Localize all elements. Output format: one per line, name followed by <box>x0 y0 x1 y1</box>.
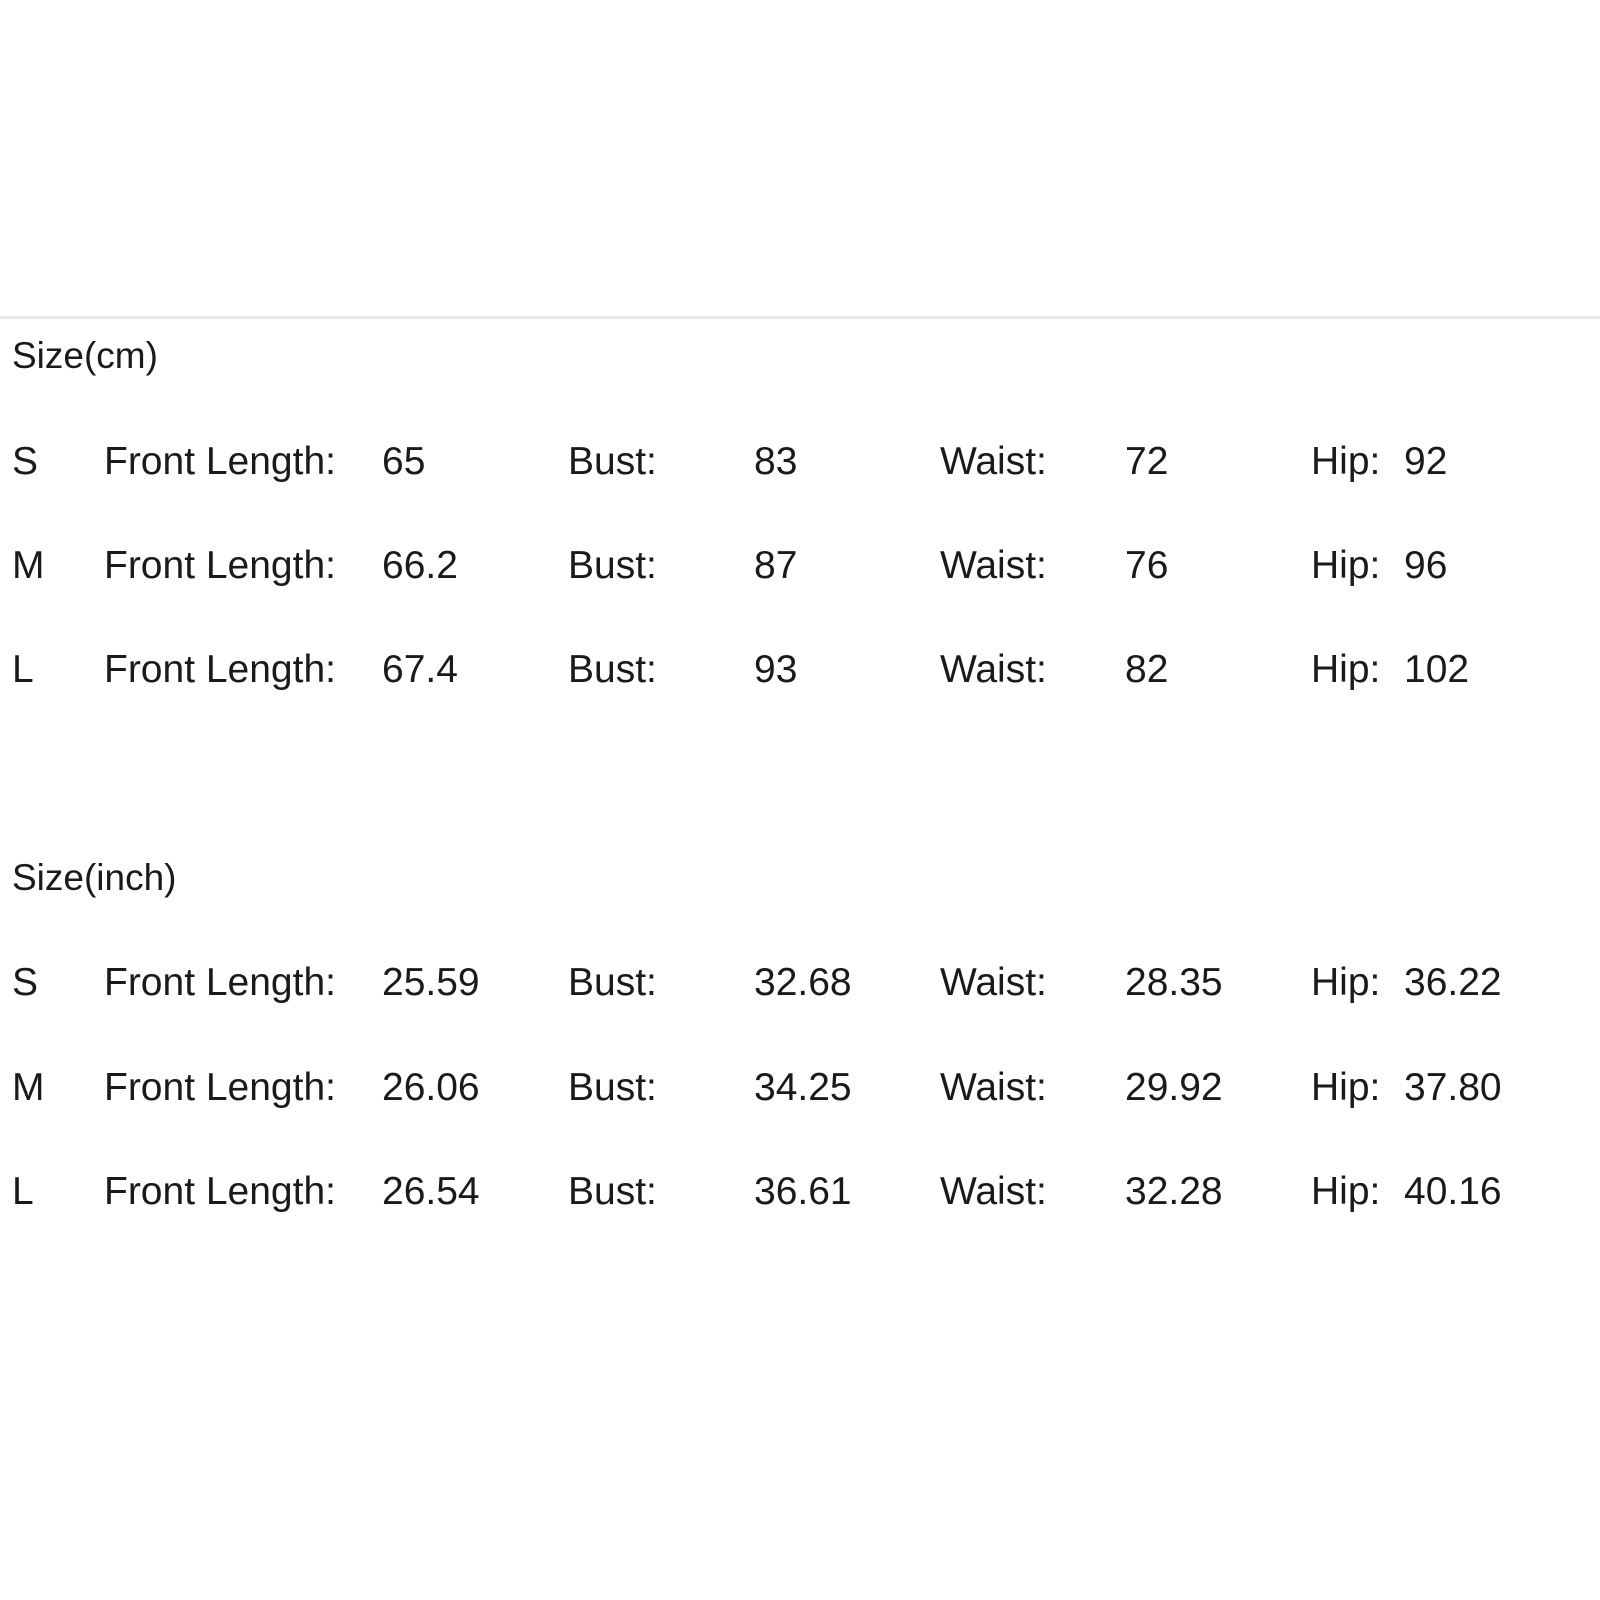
front-length-value: 25.59 <box>382 961 480 1004</box>
waist-value: 82 <box>1125 648 1169 691</box>
waist-value: 76 <box>1125 544 1169 587</box>
waist-value: 32.28 <box>1125 1170 1223 1213</box>
bust-label: Bust: <box>568 961 657 1004</box>
waist-label: Waist: <box>940 440 1047 483</box>
top-divider <box>0 316 1600 319</box>
bust-label: Bust: <box>568 544 657 587</box>
hip-label: Hip: <box>1311 1066 1381 1109</box>
bust-label: Bust: <box>568 440 657 483</box>
waist-value: 29.92 <box>1125 1066 1223 1109</box>
size-label: M <box>12 1066 45 1109</box>
hip-value: 102 <box>1404 648 1470 691</box>
front-length-value: 65 <box>382 440 426 483</box>
hip-label: Hip: <box>1311 440 1381 483</box>
front-length-value: 26.54 <box>382 1170 480 1213</box>
hip-value: 92 <box>1404 440 1448 483</box>
bust-value: 83 <box>754 440 798 483</box>
table-row <box>0 645 1600 695</box>
front-length-value: 26.06 <box>382 1066 480 1109</box>
waist-label: Waist: <box>940 1170 1047 1213</box>
size-label: M <box>12 544 45 587</box>
front-length-label: Front Length: <box>104 544 336 587</box>
bust-label: Bust: <box>568 1066 657 1109</box>
bust-value: 36.61 <box>754 1170 852 1213</box>
hip-value: 36.22 <box>1404 961 1502 1004</box>
bust-value: 34.25 <box>754 1066 852 1109</box>
front-length-label: Front Length: <box>104 961 336 1004</box>
bust-value: 32.68 <box>754 961 852 1004</box>
front-length-value: 67.4 <box>382 648 458 691</box>
hip-label: Hip: <box>1311 544 1381 587</box>
section-title-cm: Size(cm) <box>12 335 158 376</box>
front-length-label: Front Length: <box>104 440 336 483</box>
hip-value: 96 <box>1404 544 1448 587</box>
waist-value: 28.35 <box>1125 961 1223 1004</box>
bust-value: 87 <box>754 544 798 587</box>
size-label: S <box>12 440 39 483</box>
waist-label: Waist: <box>940 648 1047 691</box>
waist-label: Waist: <box>940 544 1047 587</box>
waist-label: Waist: <box>940 961 1047 1004</box>
table-row <box>0 1167 1600 1217</box>
size-label: S <box>12 961 39 1004</box>
waist-label: Waist: <box>940 1066 1047 1109</box>
hip-value: 37.80 <box>1404 1066 1502 1109</box>
front-length-value: 66.2 <box>382 544 458 587</box>
bust-value: 93 <box>754 648 798 691</box>
table-row <box>0 437 1600 487</box>
size-label: L <box>12 648 34 691</box>
front-length-label: Front Length: <box>104 1066 336 1109</box>
table-row <box>0 1063 1600 1113</box>
table-row <box>0 958 1600 1008</box>
bust-label: Bust: <box>568 1170 657 1213</box>
hip-label: Hip: <box>1311 648 1381 691</box>
waist-value: 72 <box>1125 440 1169 483</box>
table-row <box>0 541 1600 591</box>
bust-label: Bust: <box>568 648 657 691</box>
section-title-inch: Size(inch) <box>12 857 177 898</box>
hip-label: Hip: <box>1311 1170 1381 1213</box>
hip-label: Hip: <box>1311 961 1381 1004</box>
hip-value: 40.16 <box>1404 1170 1502 1213</box>
front-length-label: Front Length: <box>104 648 336 691</box>
size-label: L <box>12 1170 34 1213</box>
front-length-label: Front Length: <box>104 1170 336 1213</box>
